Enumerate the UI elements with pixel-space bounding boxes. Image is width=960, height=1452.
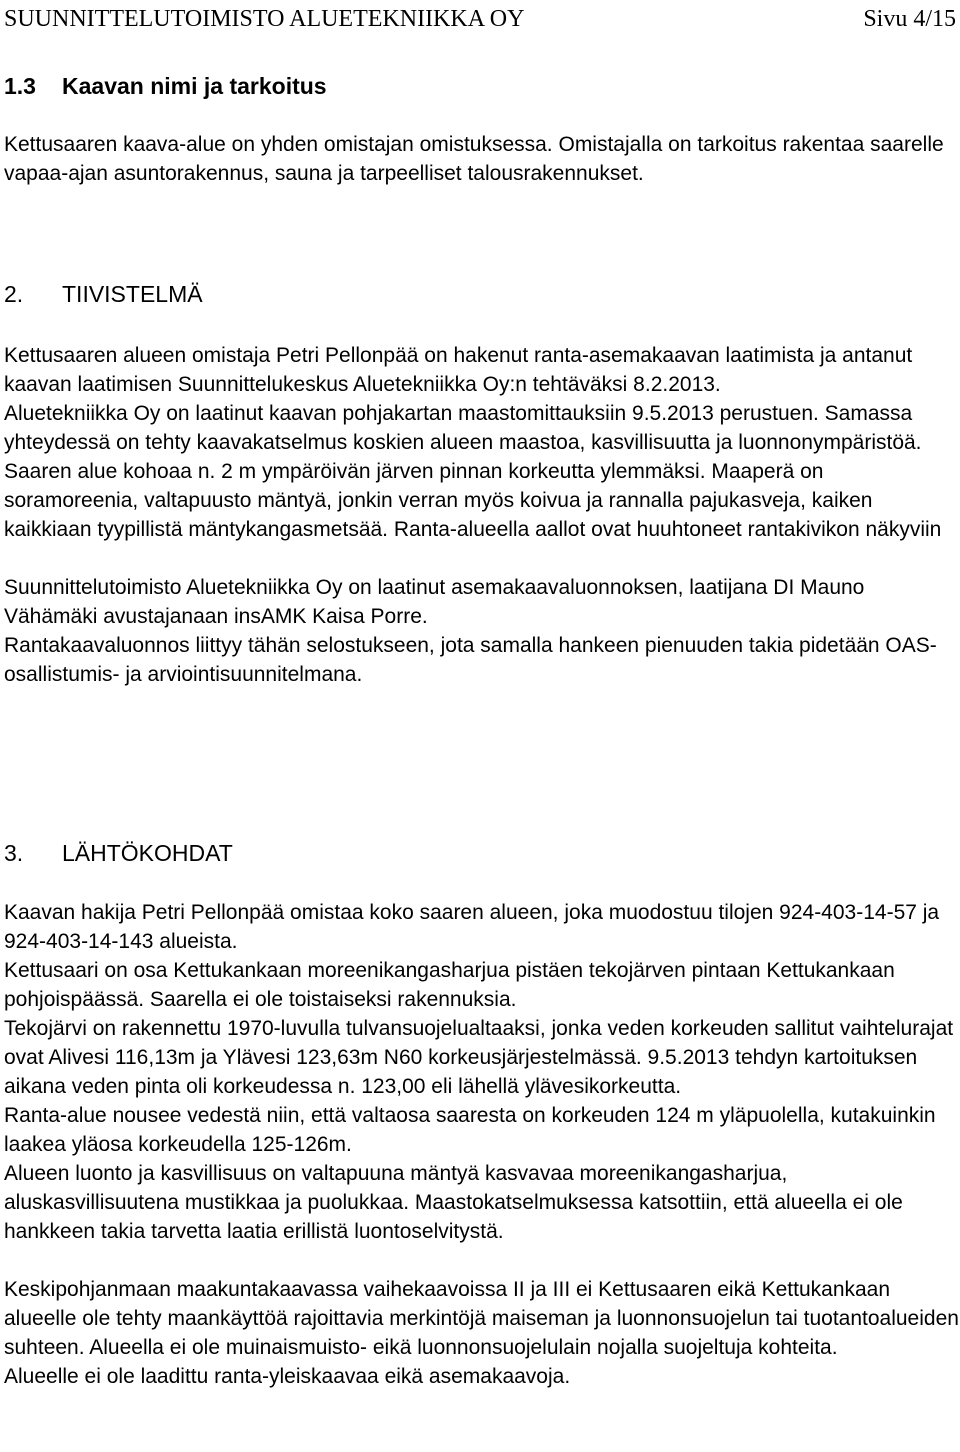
section-number: 1.3 [4, 73, 36, 99]
section-title: TIIVISTELMÄ [62, 281, 203, 307]
page-number: Sivu 4/15 [863, 6, 956, 32]
paragraph: Keskipohjanmaan maakuntakaavassa vaihekaavoissa II ja III ei Kettusaaren eikä Kettukankaan alueelle ole tehty maankäyttöä rajoittavia merkintöjä maiseman ja luonnonsuojelun tai tuotantoalueiden suhteen. Alueella ei ole muinaismuisto- eikä luonnonsuojelulain nojalla suojeltuja kohteita. [4, 1278, 959, 1359]
section-body-1-3 [4, 130, 959, 188]
section-heading-1-3 [4, 72, 327, 100]
paragraph: Kettusaari on osa Kettukankaan moreenikangasharjua pistäen tekojärven pintaan Kettukankaan pohjoispäässä. Saarella ei ole toistaiseksi rakennuksia. [4, 959, 895, 1011]
page-header [4, 3, 956, 39]
section-heading-3 [4, 839, 233, 867]
section-body-2 [4, 341, 959, 689]
paragraph: Alueelle ei ole laadittu ranta-yleiskaavaa eikä asemakaavoja. [4, 1365, 571, 1388]
paragraph: Saaren alue kohoaa n. 2 m ympäröivän järven pinnan korkeutta ylemmäksi. Maaperä on soramoreenia, valtapuusto mäntyä, jonkin verran myös koivua ja rannalla pajukasveja, kaiken kaikkiaan tyypillistä mäntykangasmetsää. Ranta-alueella aallot ovat huuhtoneet rantakivikon näkyviin [4, 460, 942, 541]
paragraph: Kettusaaren alueen omistaja Petri Pellonpää on hakenut ranta-asemakaavan laatimista ja antanut kaavan laatimisen Suunnittelukeskus Aluetekniikka Oy:n tehtäväksi 8.2.2013. [4, 344, 913, 396]
paragraph: Suunnittelutoimisto Aluetekniikka Oy on laatinut asemakaavaluonnoksen, laatijana DI Mauno Vähämäki avustajanaan insAMK Kaisa Porre. [4, 576, 865, 628]
paragraph: Tekojärvi on rakennettu 1970-luvulla tulvansuojelualtaaksi, jonka veden korkeuden sallitut vaihtelurajat ovat Alivesi 116,13m ja Ylävesi 123,63m N60 korkeusjärjestelmässä. 9.5.2013 tehdyn kartoituksen aikana veden pinta oli korkeudessa n. 123,00 eli lähellä ylävesikorkeutta. [4, 1017, 954, 1098]
section-body-3 [4, 898, 959, 1391]
section-heading-2 [4, 280, 203, 308]
paragraph: Kaavan hakija Petri Pellonpää omistaa koko saaren alueen, joka muodostuu tilojen 924-403-14-57 ja 924-403-14-143 alueista. [4, 901, 940, 953]
section-number: 2. [4, 281, 24, 307]
paragraph: Rantakaavaluonnos liittyy tähän selostukseen, jota samalla hankeen pienuuden takia pidetään OAS- osallistumis- ja arviointisuunnitelmana. [4, 634, 937, 686]
section-title: LÄHTÖKOHDAT [62, 840, 233, 866]
paragraph: Ranta-alue nousee vedestä niin, että valtaosa saaresta on korkeuden 124 m yläpuolella, kutakuinkin laakea yläosa korkeudella 125-126m. [4, 1104, 936, 1156]
section-title: Kaavan nimi ja tarkoitus [62, 73, 327, 99]
section-number: 3. [4, 840, 24, 866]
paragraph: Kettusaaren kaava-alue on yhden omistajan omistuksessa. Omistajalla on tarkoitus rakentaa saarelle vapaa-ajan asuntorakennus, sauna ja tarpeelliset talousrakennukset. [4, 133, 944, 185]
paragraph: Alueen luonto ja kasvillisuus on valtapuuna mäntyä kasvavaa moreenikangasharjua, aluskasvillisuutena mustikkaa ja puolukkaa. Maastokatselmuksessa katsottiin, että alueella ei ole hankkeen takia tarvetta laatia erillistä luontoselvitystä. [4, 1162, 903, 1243]
paragraph: Aluetekniikka Oy on laatinut kaavan pohjakartan maastomittauksiin 9.5.2013 perustuen. Samassa yhteydessä on tehty kaavakatselmus koskien alueen maastoa, kasvillisuutta ja luonnonympäristöä. [4, 402, 922, 454]
organization-name: SUUNNITTELUTOIMISTO ALUETEKNIIKKA OY [4, 6, 525, 32]
